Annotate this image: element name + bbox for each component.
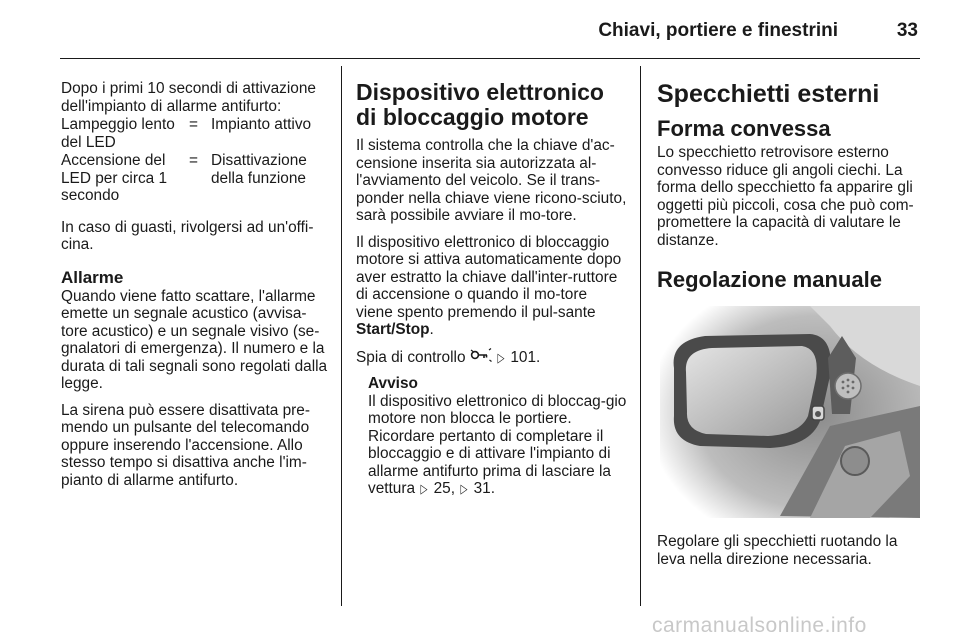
watermark: carmanualsonline.info: [652, 614, 867, 637]
led-legend: [61, 116, 331, 205]
alarm-paragraph: La sirena può essere disattivata pre-mendo un pulsante del telecomando oppure inserendo l'accensione. Allo stesso tempo si disattiva anche l'im-pianto di allarme antifurto.: [61, 401, 310, 489]
manual-adjust-text-block: [657, 533, 925, 577]
legend-value: Impianto attivo: [211, 116, 312, 133]
manual-adjust-subheading: Regolazione manuale: [657, 267, 882, 292]
legend-row: [61, 152, 331, 205]
convex-paragraph: Lo specchietto retrovisore esterno convesso riduce gli angoli ciechi. La forma dello specchietto fa apparire gli oggetti più piccoli, cosa che può com-promettere la capacità di valutare le distanze.: [657, 144, 914, 249]
paragraph-end: .: [429, 321, 434, 338]
legend-row: [61, 116, 331, 151]
column-2: [356, 80, 628, 507]
start-stop-label: Start/Stop: [356, 321, 430, 338]
legend-value: Disattivazione della funzione: [211, 152, 307, 187]
legend-equals: =: [189, 116, 198, 133]
immobilizer-heading: Dispositivo elettronico di bloccaggio motore: [356, 79, 604, 130]
paragraph-text: Il dispositivo elettronico di bloccaggio motore si attiva automaticamente dopo aver estratto la chiave dall'inter-ruttore di accensione o quando il mo-tore viene spento premendo il pul-sante: [356, 233, 622, 321]
column-1: [61, 80, 331, 498]
convex-subheading: Forma convessa: [657, 116, 831, 141]
notice-heading: Avviso: [368, 375, 418, 392]
alarm-paragraph: Quando viene fatto scattare, l'allarme emette un segnale acustico (avvisa-tore acustico) e un segnale visivo (se-gnalatori di emergenza). Il numero e la durata di tali segnali sono regolati dalla legge.: [61, 287, 328, 392]
control-light-label: Spia di controllo: [356, 348, 466, 366]
page-number: 33: [896, 20, 918, 41]
header-title: Chiavi, portiere e finestrini: [598, 20, 838, 41]
legend-equals: =: [189, 152, 198, 169]
manual-adjust-paragraph: Regolare gli specchietti ruotando la leva nella direzione necessaria.: [657, 533, 898, 568]
column-divider: [341, 66, 342, 606]
notice-box: [368, 375, 628, 498]
triangle-arrow-icon: ▷: [497, 349, 505, 365]
page-reference[interactable]: 101.: [510, 348, 541, 366]
notice-body: Il dispositivo elettronico di bloccag-gio motore non blocca le portiere. Ricordare pertanto di completare il bloccaggio e di attivare l'impianto di allarme antifurto prima di lasciare la vettura: [368, 392, 627, 497]
column-divider: [640, 66, 641, 606]
control-light-line: [356, 348, 628, 367]
immobilizer-paragraph: [356, 234, 628, 339]
fault-text: In caso di guasti, rivolgersi ad un'offi-cina.: [61, 218, 314, 253]
page-reference[interactable]: 31.: [473, 480, 495, 497]
immobilizer-paragraph: Il sistema controlla che la chiave d'ac-censione inserita sia autorizzata al-l'avviamento del veicolo. Se il trans-ponder nella chiave viene ricono-sciuto, sarà possibile avviare il mo-tore.: [356, 137, 627, 224]
mirrors-heading: Specchietti esterni: [657, 80, 880, 108]
header-rule: [60, 58, 920, 59]
intro-text: Dopo i primi 10 secondi di attivazione dell'impianto di allarme antifurto:: [61, 80, 316, 115]
triangle-arrow-icon: ▷: [460, 481, 468, 496]
mirror-illustration: [660, 306, 920, 518]
legend-key: Accensione del LED per circa 1 secondo: [61, 152, 168, 204]
notice-text: [368, 393, 628, 498]
column-3: [657, 80, 925, 292]
triangle-arrow-icon: ▷: [420, 481, 428, 496]
legend-key: Lampeggio lento del LED: [61, 116, 175, 151]
alarm-heading: Allarme: [61, 267, 124, 287]
page-reference[interactable]: 25,: [433, 480, 456, 497]
key-warning-icon: [470, 348, 492, 367]
